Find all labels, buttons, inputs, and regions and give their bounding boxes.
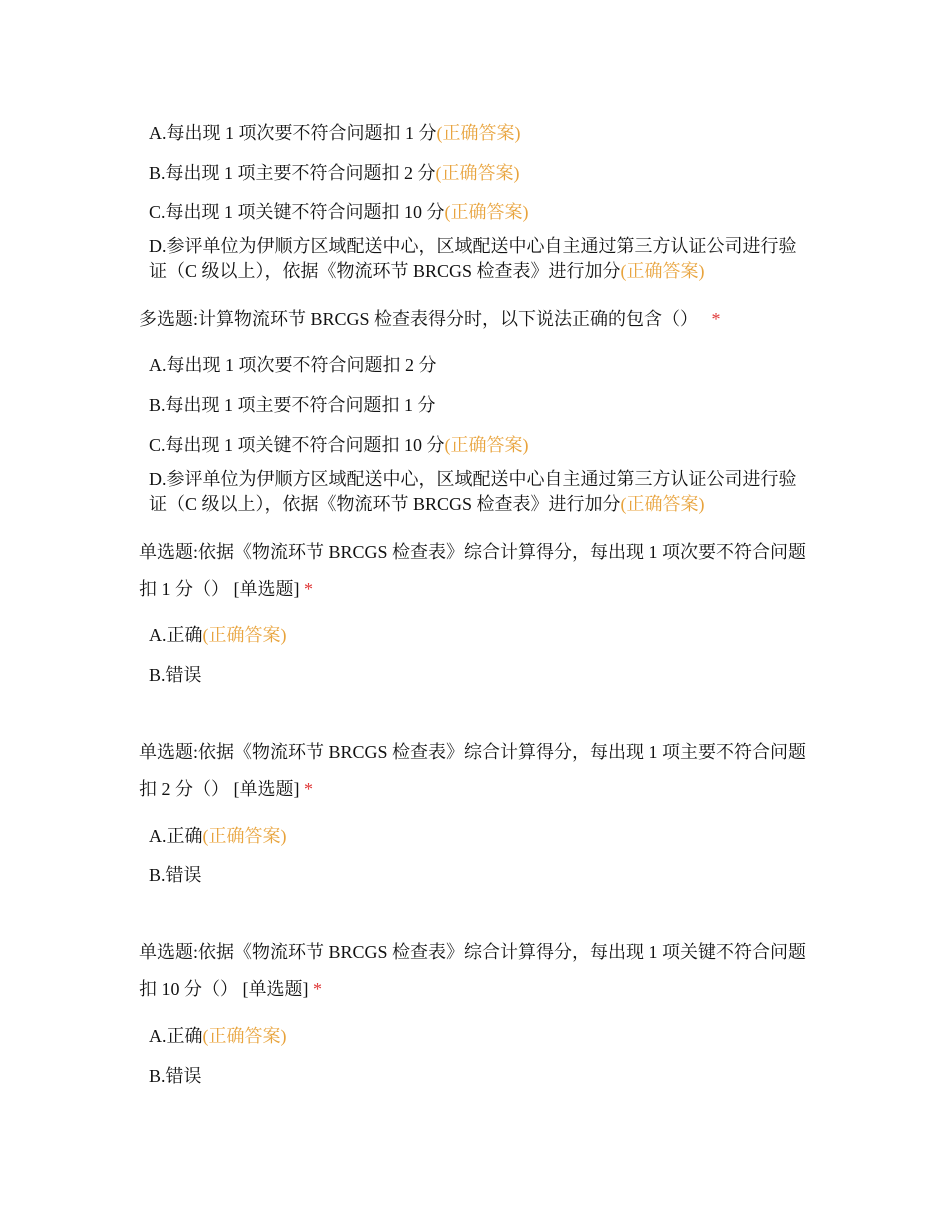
option-d: D.参评单位为伊顺方区域配送中心，区域配送中心自主通过第三方认证公司进行验证（C 级以上），依据《物流环节 BRCGS 检查表》进行加分(正确答案)	[149, 236, 797, 281]
correct-answer-tag: (正确答案)	[202, 1026, 287, 1046]
correct-answer-tag: (正确答案)	[436, 123, 521, 143]
required-mark: *	[313, 979, 322, 999]
correct-answer-tag: (正确答案)	[435, 163, 520, 183]
correct-answer-tag: (正确答案)	[202, 826, 287, 846]
option-c: C.每出现 1 项关键不符合问题扣 10 分(正确答案)	[149, 202, 529, 222]
option-a: A.正确(正确答案)	[149, 625, 287, 645]
option-d: D.参评单位为伊顺方区域配送中心，区域配送中心自主通过第三方认证公司进行验证（C 级以上），依据《物流环节 BRCGS 检查表》进行加分(正确答案)	[149, 469, 797, 514]
correct-answer-tag: (正确答案)	[444, 202, 529, 222]
question-title: 单选题:依据《物流环节 BRCGS 检查表》综合计算得分，每出现 1 项关键不符合问题扣 10 分（） [单选题] *	[139, 942, 807, 999]
required-mark: *	[304, 779, 313, 799]
option-a: A.每出现 1 项次要不符合问题扣 2 分	[149, 355, 437, 375]
required-mark: *	[304, 579, 313, 599]
question-title: 单选题:依据《物流环节 BRCGS 检查表》综合计算得分，每出现 1 项次要不符合问题扣 1 分（） [单选题] *	[139, 542, 807, 599]
option-a: A.正确(正确答案)	[149, 1026, 287, 1046]
correct-answer-tag: (正确答案)	[620, 261, 705, 281]
option-b: B.每出现 1 项主要不符合问题扣 2 分(正确答案)	[149, 163, 520, 183]
option-c: C.每出现 1 项关键不符合问题扣 10 分(正确答案)	[149, 435, 529, 455]
option-b: B.每出现 1 项主要不符合问题扣 1 分	[149, 395, 436, 415]
option-b: B.错误	[149, 665, 202, 685]
option-a: A.每出现 1 项次要不符合问题扣 1 分(正确答案)	[149, 123, 521, 143]
required-mark: *	[711, 309, 721, 329]
option-b: B.错误	[149, 1066, 202, 1086]
question-title: 多选题:计算物流环节 BRCGS 检查表得分时，以下说法正确的包含（） *	[139, 309, 721, 329]
option-b: B.错误	[149, 865, 202, 885]
correct-answer-tag: (正确答案)	[202, 625, 287, 645]
correct-answer-tag: (正确答案)	[444, 435, 529, 455]
question-title: 单选题:依据《物流环节 BRCGS 检查表》综合计算得分，每出现 1 项主要不符合问题扣 2 分（） [单选题] *	[139, 742, 807, 799]
option-a: A.正确(正确答案)	[149, 826, 287, 846]
correct-answer-tag: (正确答案)	[620, 494, 705, 514]
